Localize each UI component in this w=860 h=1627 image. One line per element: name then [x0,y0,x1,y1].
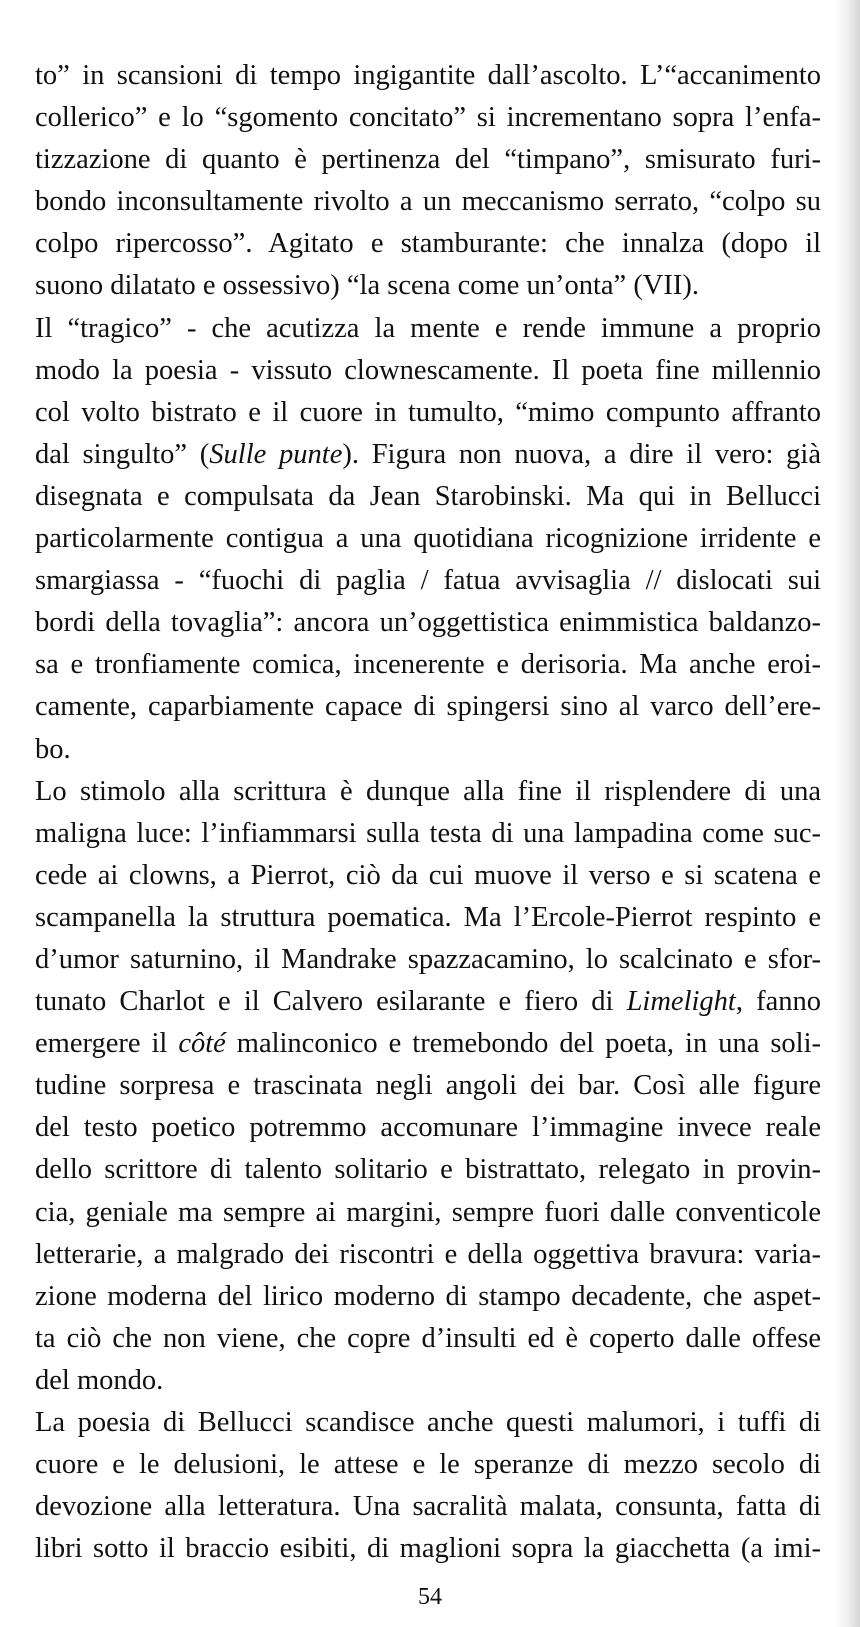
text-line: letterarie, a malgrado dei riscontri e della oggettiva bravura: varia- [35,1238,821,1270]
text-line: collerico” e lo “sgomento concitato” si incrementano sopra l’enfa- [35,102,821,134]
text-line: camente, caparbiamente capace di spingersi sino al varco dell’ere- [35,691,821,723]
text-line: suono dilatato e ossessivo) “la scena come un’onta” (VII). [35,270,699,302]
text-line: bordi della tovaglia”: ancora un’oggettistica enimmistica baldanzo- [35,607,821,639]
text-line: libri sotto il braccio esibiti, di maglioni sopra la giacchetta (a imi- [35,1533,821,1565]
text-line: smargiassa - “fuochi di paglia / fatua avvisaglia // dislocati sui [35,565,821,597]
text-line: dal singulto” (Sulle punte). Figura non nuova, a dire il vero: già [35,438,821,470]
text-line: tizzazione di quanto è pertinenza del “timpano”, smisurato furi- [35,144,821,176]
text-line: colpo ripercosso”. Agitato e stamburante: che innalza (dopo il [35,228,821,260]
text-line: del mondo. [35,1364,164,1396]
text-line: zione moderna del lirico moderno di stampo decadente, che aspet- [35,1280,821,1312]
text-line: cuore e le delusioni, le attese e le speranze di mezzo secolo di [35,1449,821,1481]
page-number: 54 [418,1584,442,1610]
text-line: disegnata e compulsata da Jean Starobinski. Ma qui in Bellucci [35,480,821,512]
text-line: cia, geniale ma sempre ai margini, sempre fuori dalle conventicole [35,1196,821,1228]
text-line: maligna luce: l’infiammarsi sulla testa di una lampadina come suc- [35,817,821,849]
text-line: ta ciò che non viene, che copre d’insulti ed è coperto dalle offese [35,1322,821,1354]
text-line: d’umor saturnino, il Mandrake spazzacamino, lo scalcinato e sfor- [35,943,821,975]
body-text [35,55,821,1570]
text-line: bo. [35,733,71,765]
text-line: scampanella la struttura poematica. Ma l’Ercole-Pierrot respinto e [35,901,821,933]
text-line: sa e tronfiamente comica, incenerente e derisoria. Ma anche eroi- [35,649,821,681]
text-line: particolarmente contigua a una quotidiana ricognizione irridente e [35,523,821,555]
text-line: Lo stimolo alla scrittura è dunque alla fine il risplendere di una [35,775,821,807]
text-line: tudine sorpresa e trascinata negli angoli dei bar. Così alle figure [35,1070,821,1102]
text-line: col volto bistrato e il cuore in tumulto, “mimo compunto affranto [35,396,821,428]
text-line: Il “tragico” - che acutizza la mente e rende immune a proprio [35,312,821,344]
text-line: to” in scansioni di tempo ingigantite dall’ascolto. L’“accanimento [35,60,821,91]
text-line: devozione alla letteratura. Una sacralità malata, consunta, fatta di [35,1491,821,1523]
text-line: emergere il côté malinconico e tremebondo del poeta, in una soli- [35,1028,821,1060]
text-line: bondo inconsultamente rivolto a un meccanismo serrato, “colpo su [35,186,821,218]
text-line: tunato Charlot e il Calvero esilarante e fiero di Limelight, fanno [35,986,821,1018]
text-line: dello scrittore di talento solitario e bistrattato, relegato in provin- [35,1154,821,1186]
text-line: modo la poesia - vissuto clownescamente. Il poeta fine millennio [35,354,821,386]
text-line: cede ai clowns, a Pierrot, ciò da cui muove il verso e si scatena e [35,859,821,891]
text-line: del testo poetico potremmo accomunare l’immagine invece reale [35,1112,821,1144]
text-line: La poesia di Bellucci scandisce anche questi malumori, i tuffi di [35,1407,821,1438]
page-edge-shadow [834,0,860,1627]
